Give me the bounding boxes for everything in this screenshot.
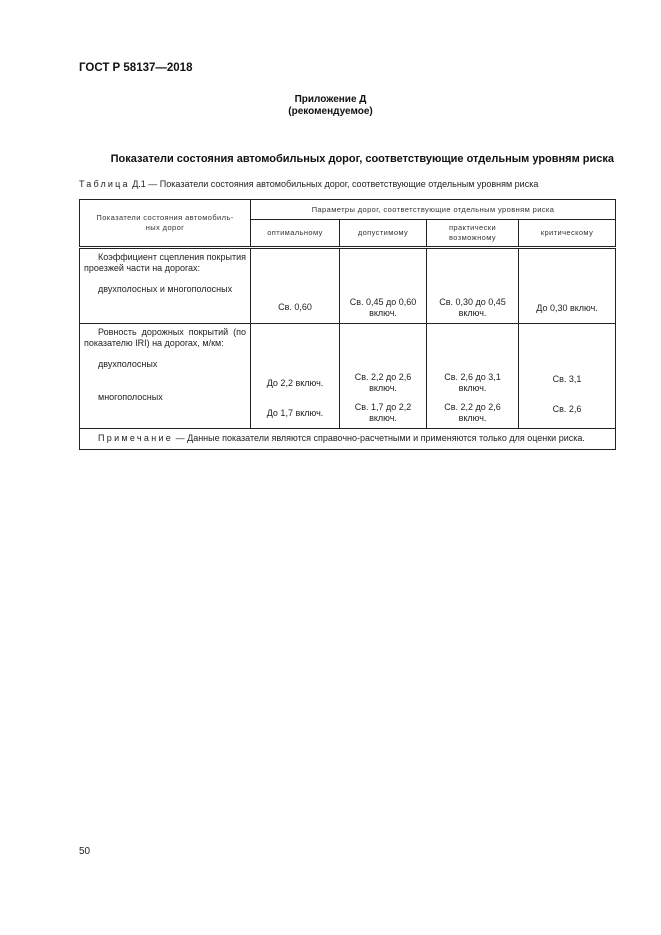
appendix-heading: [0, 94, 661, 118]
value-cell: Св. 0,60: [251, 248, 340, 324]
value-multi-lane: Св. 2,6: [552, 404, 582, 414]
table-note-row: [80, 429, 616, 450]
note-text: — Данные показатели являются справочно-расчетными и применяются только для оценки риска.: [173, 433, 585, 443]
header-practically-possible: практически возможному: [427, 220, 519, 248]
value-cell: Св. 0,30 до 0,45 включ.: [427, 248, 519, 324]
header-critical: критическому: [519, 220, 616, 248]
note-label: Примечание: [98, 433, 174, 443]
value-cell: [251, 324, 340, 429]
risk-indicators-table: [79, 199, 616, 450]
indicator-friction: Коэффициент сцепления покрытия проезжей части на дорогах:: [84, 252, 246, 274]
sub-label-two-lane: двухполосных: [98, 359, 158, 370]
appendix-status: (рекомендуемое): [288, 106, 373, 117]
value-cell: [340, 324, 427, 429]
indicator-cell: [80, 248, 251, 324]
table-header-row: [80, 200, 616, 220]
value-cell: [427, 324, 519, 429]
value-multi-lane: Св. 1,7 до 2,2 включ.: [354, 402, 412, 423]
section-title: Показатели состояния автомобильных дорог, соответствующие отдельным уровням риска: [110, 153, 614, 165]
header-acceptable: допустимому: [340, 220, 427, 248]
header-optimal: оптимальному: [251, 220, 340, 248]
sub-label-multi-lane: многополосных: [98, 391, 163, 402]
document-code: ГОСТ Р 58137—2018: [79, 62, 193, 74]
indicator-cell: [80, 324, 251, 429]
indicator-evenness: Ровность дорожных покрытий (по показателю IRI) на дорогах, м/км:: [84, 327, 246, 349]
page-number: 50: [79, 846, 91, 857]
value-multi-lane: До 1,7 включ.: [266, 408, 324, 418]
value-two-lane: Св. 3,1: [552, 374, 582, 384]
value-cell: До 0,30 включ.: [519, 248, 616, 324]
table-row-evenness: [80, 324, 616, 429]
value-two-lane: До 2,2 включ.: [266, 378, 324, 388]
sub-label-two-multi-lane: двухполосных и многополосных: [98, 284, 233, 295]
value-two-lane: Св. 2,2 до 2,6 включ.: [354, 372, 412, 393]
appendix-title: Приложение Д: [294, 94, 367, 105]
value-two-lane: Св. 2,6 до 3,1 включ.: [444, 372, 501, 393]
table-row-friction: [80, 248, 616, 324]
table-note: [80, 429, 616, 450]
value-cell: [519, 324, 616, 429]
header-group: Параметры дорог, соответствующие отдельным уровням риска: [251, 200, 616, 220]
value-cell: Св. 0,45 до 0,60 включ.: [340, 248, 427, 324]
header-indicator: Показатели состояния автомобиль-ных дорог: [80, 200, 251, 248]
table-caption-text: Д.1 — Показатели состояния автомобильных дорог, соответствующие отдельным уровням риска: [129, 179, 539, 189]
table-caption-label: Таблица: [79, 179, 130, 189]
value-multi-lane: Св. 2,2 до 2,6 включ.: [444, 402, 501, 423]
table-caption: [79, 179, 614, 189]
